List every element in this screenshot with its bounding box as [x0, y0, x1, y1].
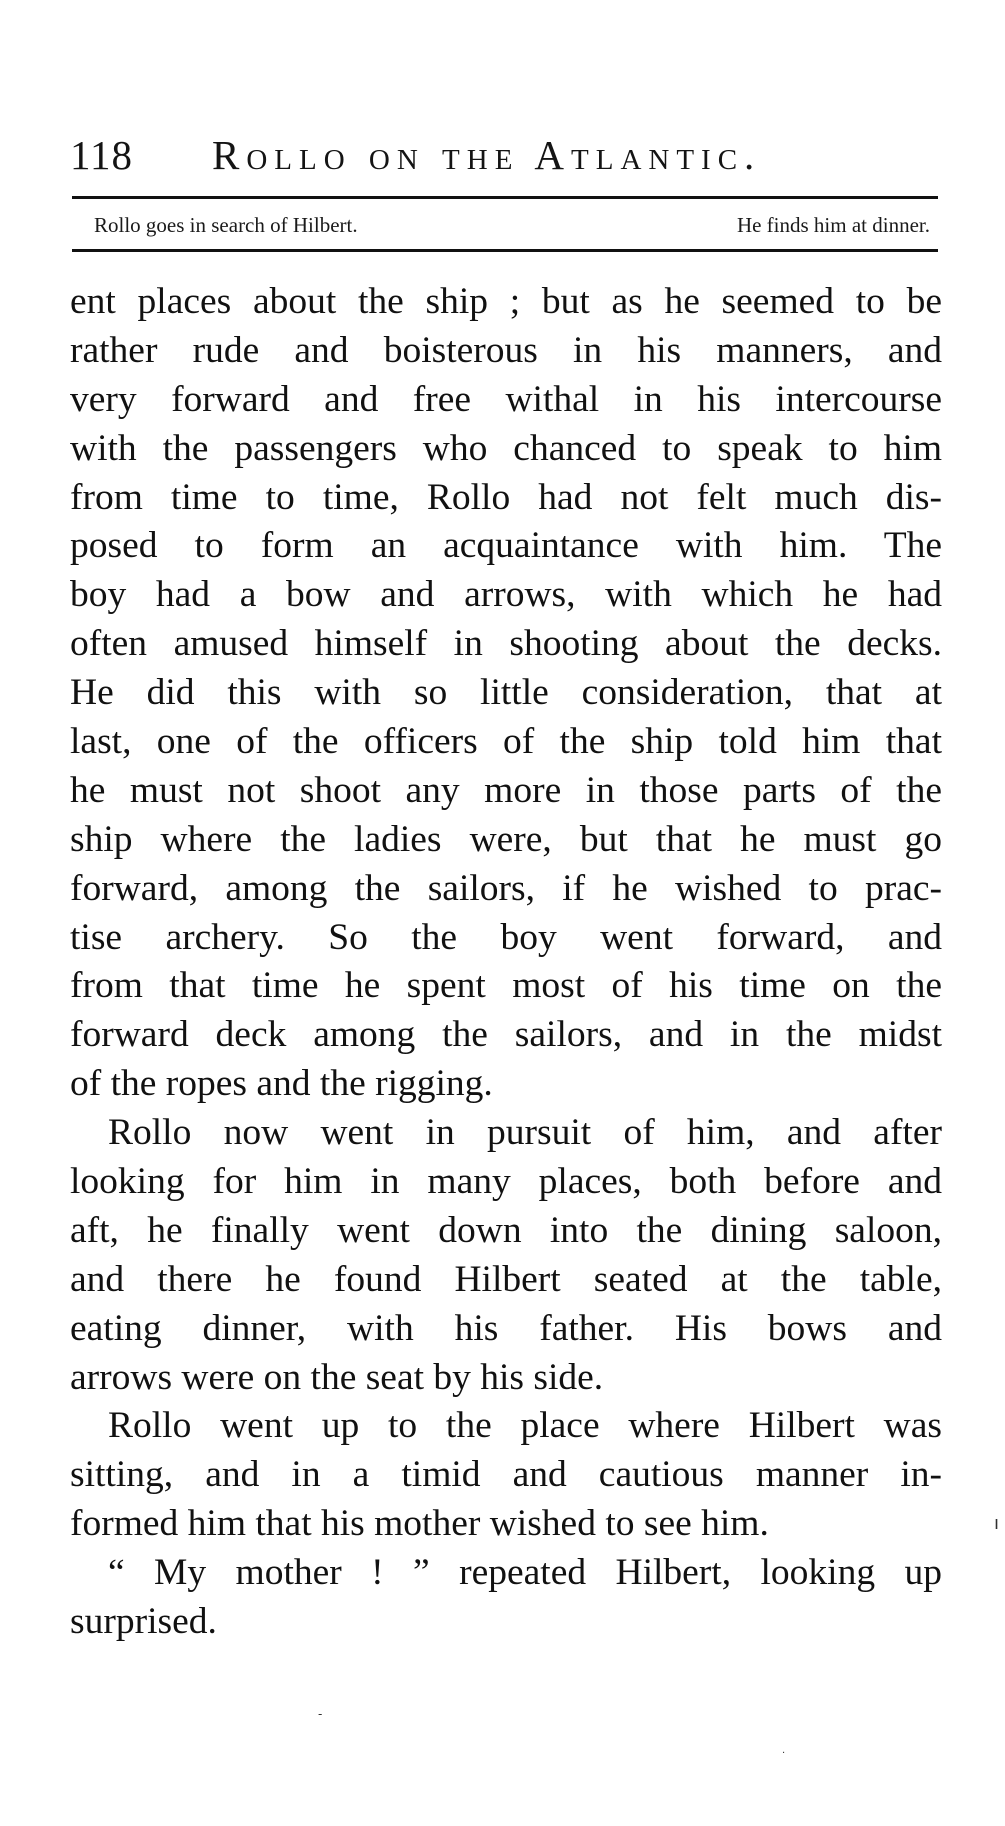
text-line: “ My mother ! ” repeated Hilbert, looking up	[108, 1552, 942, 1594]
text-line: Rollo now went in pursuit of him, and after	[108, 1112, 942, 1154]
text-line: He did this with so little consideration, that at	[70, 672, 942, 714]
text-line: and there he found Hilbert seated at the table,	[70, 1258, 942, 1300]
text-line: very forward and free withal in his intercourse	[70, 378, 942, 420]
text-line: surprised.	[70, 1601, 217, 1643]
book-title: Rollo on the Atlantic.	[212, 132, 762, 178]
text-line: last, one of the officers of the ship told him that	[70, 721, 942, 763]
text-line: sitting, and in a timid and cautious manner in-	[70, 1454, 942, 1496]
text-line: tise archery. So the boy went forward, and	[70, 916, 942, 958]
text-line: ship where the ladies were, but that he must go	[70, 818, 942, 860]
text-line: arrows were on the seat by his side.	[70, 1356, 604, 1398]
left-subhead: Rollo goes in search of Hilbert.	[94, 213, 358, 237]
text-line: with the passengers who chanced to speak to him	[70, 427, 942, 469]
page-speck: -	[318, 1707, 323, 1721]
page-number: 118	[70, 132, 133, 178]
margin-mark: ı	[994, 1513, 1000, 1534]
section-subheads	[94, 208, 930, 242]
text-line: posed to form an acquaintance with him. The	[70, 525, 942, 567]
text-line: ent places about the ship ; but as he seemed to be	[70, 281, 942, 322]
page-speck: ·	[782, 1748, 786, 1759]
header-rule-bottom	[72, 249, 938, 252]
header-rule-top	[72, 196, 938, 199]
text-line: formed him that his mother wished to see him.	[70, 1503, 769, 1545]
text-line: from time to time, Rollo had not felt much dis-	[70, 476, 942, 518]
text-line: aft, he finally went down into the dining saloon,	[70, 1209, 942, 1251]
page-text	[70, 278, 942, 1647]
text-line: he must not shoot any more in those parts of the	[70, 769, 942, 811]
text-line: boy had a bow and arrows, with which he had	[70, 574, 942, 616]
right-subhead: He finds him at dinner.	[736, 213, 930, 237]
text-line: eating dinner, with his father. His bows and	[70, 1307, 942, 1349]
text-line: forward, among the sailors, if he wished to prac-	[70, 867, 942, 909]
text-line: rather rude and boisterous in his manners, and	[70, 329, 942, 371]
running-head	[70, 130, 940, 180]
text-line: of the ropes and the rigging.	[70, 1063, 493, 1105]
text-line: Rollo went up to the place where Hilbert was	[108, 1405, 942, 1447]
text-line: looking for him in many places, both before and	[70, 1161, 942, 1203]
text-line: often amused himself in shooting about the decks.	[70, 623, 942, 665]
text-line: from that time he spent most of his time on the	[70, 965, 942, 1007]
text-line: forward deck among the sailors, and in the midst	[70, 1014, 942, 1056]
